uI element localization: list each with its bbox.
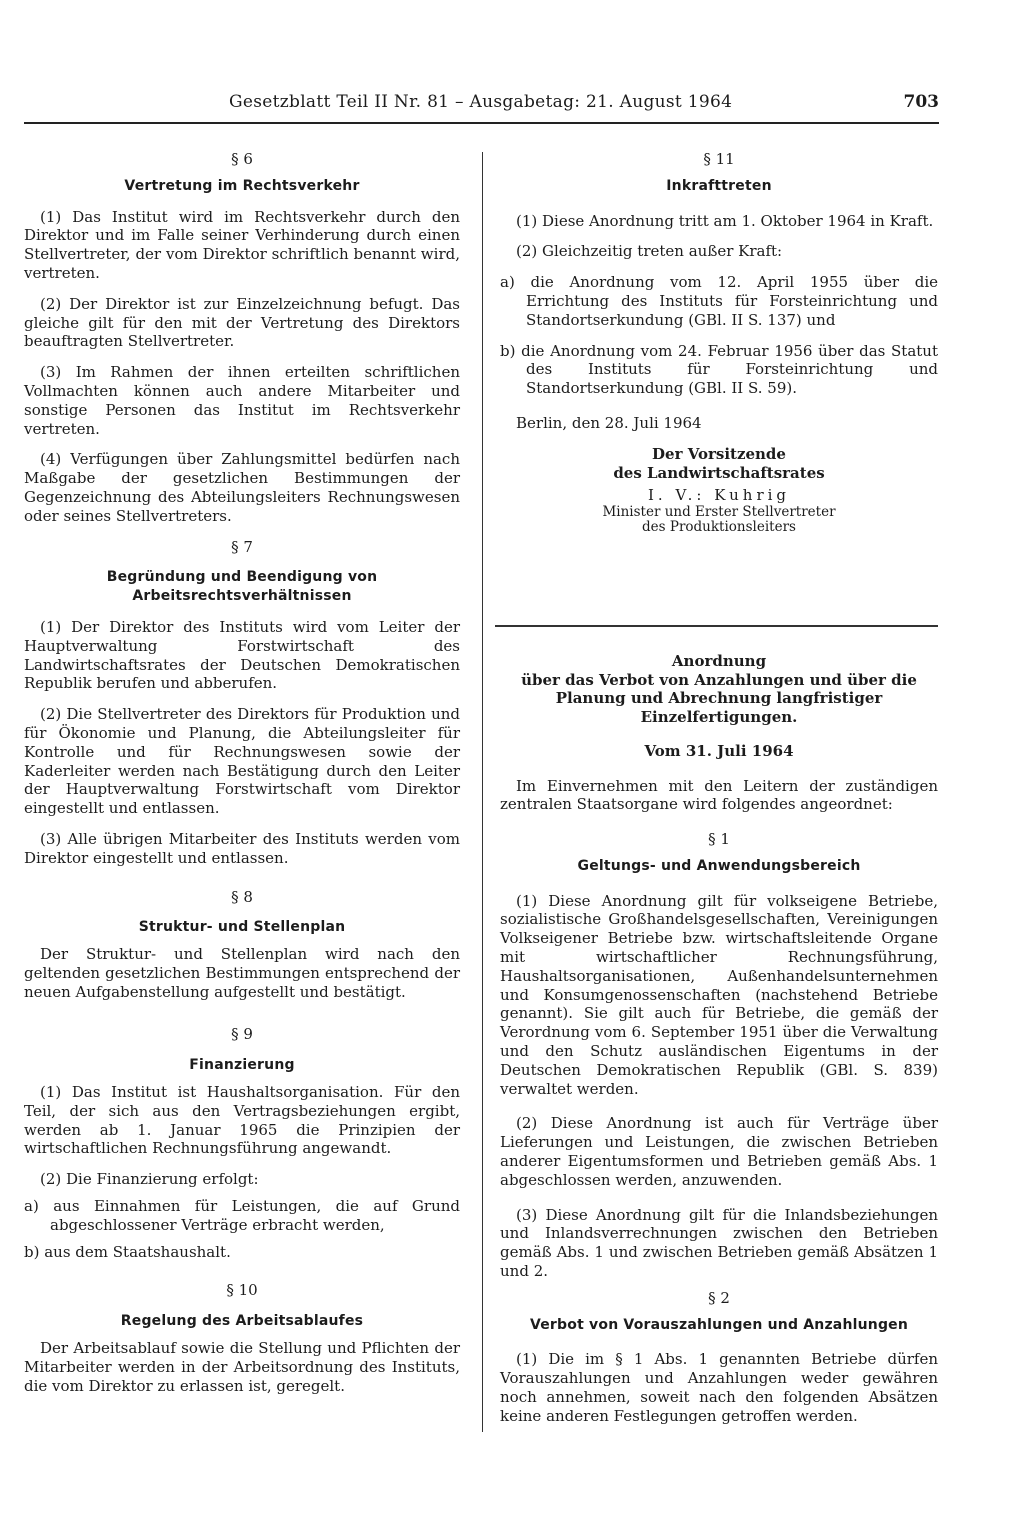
- section-10-heading: Regelung des Arbeitsablaufes: [120, 1313, 364, 1330]
- section-7-para-2: (2) Die Stellvertreter des Direktors für Produktion und für Ökonomie und Planung, die Abteilungsleiter für Kontrolle und für Rechnungswesen sowie der Kaderleiter werden nach Bestätigung durch den Leiter der Hauptverwaltung Forstwirtschaft vom Direktor eingestellt und entlassen.: [24, 705, 460, 818]
- section-1-para-3: (3) Diese Anordnung gilt für die Inlandsbeziehungen und Inlandsverrechnungen zwischen den Betrieben gemäß Abs. 1 und zwischen Betrieben gemäß Absätzen 1 und 2.: [500, 1205, 938, 1281]
- section-11-para-2: (2) Gleichzeitig treten außer Kraft:: [516, 242, 783, 261]
- section-10-sign: § 10: [226, 1281, 258, 1300]
- signature-line-1: Der Vorsitzende: [652, 444, 786, 463]
- section-2-heading: Verbot von Vorauszahlungen und Anzahlungen: [529, 1316, 909, 1333]
- column-divider: [482, 152, 483, 1432]
- section-1-para-1: (1) Diese Anordnung gilt für volkseigene Betriebe, sozialistische Großhandelsgesellschaften, Vereinigungen Volkseigener Betriebe bzw. wirtschaftsleitende Organe mit wirtschaftlicher Rechnungsführung, Haushaltsorganisationen, Außenhandelsunternehmen und Konsumgenossenschaften (nachstehend Betriebe genannt). Sie gilt auch für Betriebe, die gemäß der Verordnung vom 6. September 1951 über die Verwaltung und den Schutz ausländischen Eigentums in der Deutschen Demokratischen Republik (GBl. S. 839) verwaltet werden.: [500, 891, 938, 1098]
- section-9-para-1: (1) Das Institut ist Haushaltsorganisation. Für den Teil, der sich aus den Vertragsbeziehungen ergibt, werden ab 1. Januar 1965 die Prinzipien der wirtschaftlichen Rechnungsführung angewandt.: [24, 1083, 460, 1158]
- signature-name: I. V.: Kuhrig: [647, 486, 791, 505]
- section-6-para-2: (2) Der Direktor ist zur Einzelzeichnung befugt. Das gleiche gilt für den mit der Vertretung des Direktors beauftragten Stellvertreter.: [24, 294, 460, 351]
- section-11-heading: Inkrafttreten: [666, 177, 772, 194]
- decree-title-3: Planung und Abrechnung langfristiger: [555, 689, 883, 707]
- section-11-item-b: b) die Anordnung vom 24. Februar 1956 über das Statut des Instituts für Forsteinrichtung und Standortserkundung (GBl. II S. 59).: [500, 341, 938, 398]
- signature-line-2: des Landwirtschaftsrates: [613, 463, 825, 482]
- section-6-heading: Vertretung im Rechtsverkehr: [124, 177, 360, 194]
- section-7-heading: Begründung und Beendigung von Arbeitsrechtsverhältnissen: [106, 569, 378, 605]
- section-9-sign: § 9: [231, 1025, 253, 1044]
- section-1-para-2: (2) Diese Anordnung ist auch für Verträge über Lieferungen und Leistungen, die zwischen Betrieben anderer Eigentumsformen und Betrieben gemäß Abs. 1 abgeschlossen werden, anzuwenden.: [500, 1114, 938, 1189]
- section-10-para-1: Der Arbeitsablauf sowie die Stellung und Pflichten der Mitarbeiter werden in der Arbeitsordnung des Instituts, die vom Direktor zu erlassen ist, geregelt.: [24, 1339, 460, 1395]
- section-7-para-3: (3) Alle übrigen Mitarbeiter des Instituts werden vom Direktor eingestellt und entlassen.: [24, 829, 460, 867]
- section-9-item-b: b) aus dem Staatshaushalt.: [24, 1242, 231, 1261]
- section-9-heading: Finanzierung: [189, 1057, 295, 1074]
- section-7-para-1: (1) Der Direktor des Instituts wird vom Leiter der Hauptverwaltung Forstwirtschaft des Landwirtschaftsrates der Deutschen Demokratischen Republik berufen und abberufen.: [24, 617, 460, 693]
- decree-title-4: Einzelfertigungen.: [640, 707, 798, 726]
- decree-title-1: Anordnung: [671, 652, 767, 670]
- section-1-heading: Geltungs- und Anwendungsbereich: [577, 857, 861, 874]
- left-column: [24, 150, 460, 1395]
- section-2-sign: § 2: [708, 1288, 730, 1307]
- gazette-header-title: Gesetzblatt Teil II Nr. 81 – Ausgabetag: 21. August 1964: [229, 92, 733, 112]
- decree-title-2: über das Verbot von Anzahlungen und über die: [521, 670, 917, 689]
- section-11-item-a: a) die Anordnung vom 12. April 1955 über die Errichtung des Instituts für Forsteinrichtung und Standortserkundung (GBl. II S. 137) und: [500, 273, 938, 329]
- section-6-para-4: (4) Verfügungen über Zahlungsmittel bedürfen nach Maßgabe der gesetzlichen Bestimmungen der Gegenzeichnung des Abteilungsleiters Rechnungswesen oder seines Stellvertreters.: [24, 450, 460, 525]
- section-9-item-a: a) aus Einnahmen für Leistungen, die auf Grund abgeschlossener Verträge erbracht werden,: [24, 1197, 460, 1234]
- right-column: [500, 150, 938, 535]
- section-7-sign: § 7: [231, 537, 253, 556]
- section-6-sign: § 6: [231, 150, 253, 168]
- section-divider: [495, 625, 938, 627]
- section-9-para-2: (2) Die Finanzierung erfolgt:: [40, 1170, 259, 1189]
- signature-role-1: Minister und Erster Stellvertreter: [602, 504, 836, 521]
- decree-intro: Im Einvernehmen mit den Leitern der zuständigen zentralen Staatsorgane wird folgendes angeordnet:: [500, 776, 938, 814]
- signature-role-2: des Produktionsleiters: [642, 519, 796, 536]
- section-6-para-1: (1) Das Institut wird im Rechtsverkehr durch den Direktor und im Falle seiner Verhinderung durch einen Stellvertreter, der vom Direktor schriftlich benannt wird, vertreten.: [24, 207, 460, 282]
- section-11-para-1: (1) Diese Anordnung tritt am 1. Oktober 1964 in Kraft.: [516, 211, 934, 230]
- page-header: [24, 92, 939, 124]
- section-6-para-3: (3) Im Rahmen der ihnen erteilten schriftlichen Vollmachten können auch andere Mitarbeiter und sonstige Personen das Institut im Rechtsverkehr vertreten.: [24, 363, 460, 438]
- section-2-para-1: (1) Die im § 1 Abs. 1 genannten Betriebe dürfen Vorauszahlungen und Anzahlungen weder gewähren noch annehmen, soweit nach den folgenden Absätzen keine anderen Festlegungen getroffen werden.: [500, 1350, 938, 1425]
- section-8-heading: Struktur- und Stellenplan: [138, 919, 346, 936]
- signature-place-date: Berlin, den 28. Juli 1964: [516, 413, 702, 432]
- decree-block: [500, 652, 938, 1426]
- section-8-sign: § 8: [231, 887, 253, 906]
- section-8-para-1: Der Struktur- und Stellenplan wird nach den geltenden gesetzlichen Bestimmungen entsprechend der neuen Aufgabenstellung aufgestellt und bestätigt.: [24, 945, 460, 1001]
- section-1-sign: § 1: [708, 830, 730, 849]
- section-11-sign: § 11: [703, 150, 735, 168]
- page-number: 703: [903, 92, 939, 112]
- decree-date: Vom 31. Juli 1964: [644, 742, 794, 760]
